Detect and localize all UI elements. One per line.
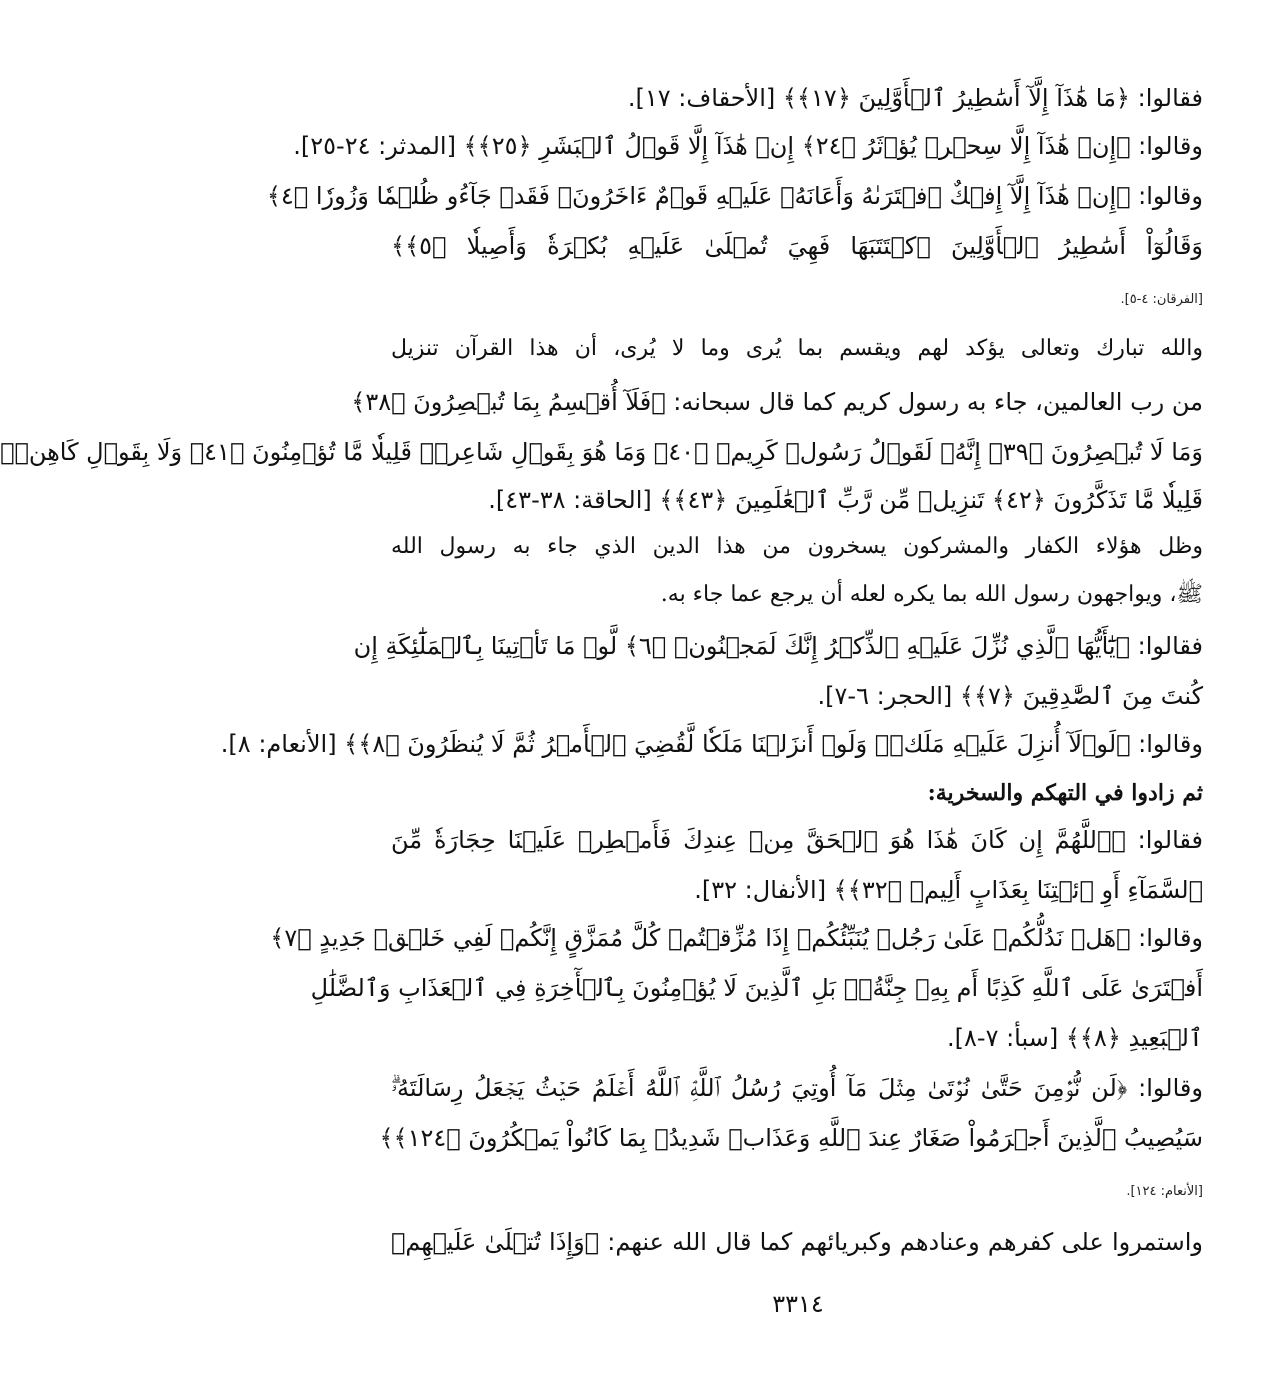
page-body (0, 70, 1203, 1360)
text-line: وظل هؤلاء الكفار والمشركون يسخرون من هذا الدين الذي جاء به رسول الله (391, 534, 1203, 559)
text-line: وقالوا: ﴿لَن نُّؤۡمِنَ حَتَّىٰ نُؤۡتَىٰ مِثۡلَ مَآ أُوتِيَ رُسُلُ ٱللَّهِۘ ٱللَّهُ أَعۡلَمُ حَيۡثُ يَجۡعَلُ رِسَالَتَهُۥۗ (391, 1074, 1203, 1102)
text-line: كُنتَ مِنَ ٱلصَّٰدِقِينَ ﴿٧﴾﴾ [الحجر: ٦-٧]. (817, 682, 1203, 710)
text-line: أَفۡتَرَىٰ عَلَى ٱللَّهِ كَذِبًا أَم بِهِۦ جِنَّةُۢۗ بَلِ ٱلَّذِينَ لَا يُؤۡمِنُونَ بِٱلۡأٓخِرَةِ فِي ٱلۡعَذَابِ وَٱلضَّلَٰلِ (310, 974, 1203, 1002)
citation: [الفرقان: ٤-٥]. (1120, 292, 1203, 307)
text-line: وقالوا: ﴿إِنۡ هَٰذَآ إِلَّآ إِفۡكٌ ٱفۡتَرَىٰهُ وَأَعَانَهُۥ عَلَيۡهِ قَوۡمٌ ءَاخَرُونَۖ فَقَدۡ جَآءُو ظُلۡمٗا وَزُورٗا ﴿٤﴾ (266, 182, 1203, 210)
text-line: وَقَالُوٓاْ أَسَٰطِيرُ ٱلۡأَوَّلِينَ ٱكۡتَتَبَهَا فَهِيَ تُمۡلَىٰ عَلَيۡهِ بُكۡرَةٗ وَأَصِيلٗا ﴿٥﴾﴾ (391, 232, 1203, 260)
text-line: فقالوا: ﴿ٱللَّهُمَّ إِن كَانَ هَٰذَا هُوَ ٱلۡحَقَّ مِنۡ عِندِكَ فَأَمۡطِرۡ عَلَيۡنَا حِجَارَةٗ مِّنَ (391, 826, 1203, 854)
text-line: ٱلۡبَعِيدِ ﴿٨﴾﴾ [سبأ: ٧-٨]. (947, 1024, 1203, 1052)
text-line: من رب العالمين، جاء به رسول كريم كما قال سبحانه: ﴿فَلَآ أُقۡسِمُ بِمَا تُبۡصِرُونَ ﴿٣٨﴾ (351, 388, 1203, 416)
text-line: والله تبارك وتعالى يؤكد لهم ويقسم بما يُرى وما لا يُرى، أن هذا القرآن تنزيل (391, 336, 1203, 361)
text-line: فقالوا: ﴿يَٰٓأَيُّهَا ٱلَّذِي نُزِّلَ عَلَيۡهِ ٱلذِّكۡرُ إِنَّكَ لَمَجۡنُونٞ ﴿٦﴾ لَّوۡ مَا تَأۡتِينَا بِٱلۡمَلَٰٓئِكَةِ إِن (353, 632, 1203, 660)
text-line: فقالوا: ﴿مَا هَٰذَآ إِلَّآ أَسَٰطِيرُ ٱلۡأَوَّلِينَ ﴿١٧﴾﴾ [الأحقاف: ١٧]. (627, 84, 1203, 112)
text-line: وَمَا لَا تُبۡصِرُونَ ﴿٣٩﴾ إِنَّهُۥ لَقَوۡلُ رَسُولٖ كَرِيمٖ ﴿٤٠﴾ وَمَا هُوَ بِقَوۡلِ شَاعِرٖۚ قَلِيلٗا مَّا تُؤۡمِنُونَ ﴿٤١﴾ وَلَا بِقَوۡلِ كَاهِنٖۚ (0, 438, 1203, 466)
section-heading: ثم زادوا في التهكم والسخرية: (927, 780, 1203, 806)
text-line: ٱلسَّمَآءِ أَوِ ٱئۡتِنَا بِعَذَابٍ أَلِيمٖ ﴿٣٢﴾﴾ [الأنفال: ٣٢]. (694, 876, 1203, 904)
text-line: قَلِيلٗا مَّا تَذَكَّرُونَ ﴿٤٢﴾ تَنزِيلٞ مِّن رَّبِّ ٱلۡعَٰلَمِينَ ﴿٤٣﴾﴾ [الحاقة: ٣٨-٤٣]. (488, 486, 1203, 514)
citation: [الأنعام: ١٢٤]. (1126, 1184, 1203, 1199)
page-number: ٣٣١٤ (772, 1290, 824, 1318)
text-line: وقالوا: ﴿إِنۡ هَٰذَآ إِلَّا سِحۡرٞ يُؤۡثَرُ ﴿٢٤﴾ إِنۡ هَٰذَآ إِلَّا قَوۡلُ ٱلۡبَشَرِ ﴿٢٥﴾﴾ [المدثر: ٢٤-٢٥]. (293, 132, 1203, 160)
text-line: سَيُصِيبُ ٱلَّذِينَ أَجۡرَمُواْ صَغَارٌ عِندَ ٱللَّهِ وَعَذَابٞ شَدِيدُۢ بِمَا كَانُواْ يَمۡكُرُونَ ﴿١٢٤﴾﴾ (379, 1124, 1203, 1152)
text-line: وقالوا: ﴿هَلۡ نَدُلُّكُمۡ عَلَىٰ رَجُلٖ يُنَبِّئُكُمۡ إِذَا مُزِّقۡتُمۡ كُلَّ مُمَزَّقٍ إِنَّكُمۡ لَفِي خَلۡقٖ جَدِيدٍ ﴿٧﴾ (270, 924, 1203, 952)
text-line: ﷺ، ويواجهون رسول الله بما يكره لعله أن يرجع عما جاء به. (660, 582, 1203, 607)
text-line: وقالوا: ﴿لَوۡلَآ أُنزِلَ عَلَيۡهِ مَلَكٞۖ وَلَوۡ أَنزَلۡنَا مَلَكٗا لَّقُضِيَ ٱلۡأَمۡرُ ثُمَّ لَا يُنظَرُونَ ﴿٨﴾﴾ [الأنعام: ٨]. (220, 730, 1203, 758)
text-line: واستمروا على كفرهم وعنادهم وكبريائهم كما قال الله عنهم: ﴿وَإِذَا تُتۡلَىٰ عَلَيۡهِمۡ (391, 1228, 1203, 1256)
